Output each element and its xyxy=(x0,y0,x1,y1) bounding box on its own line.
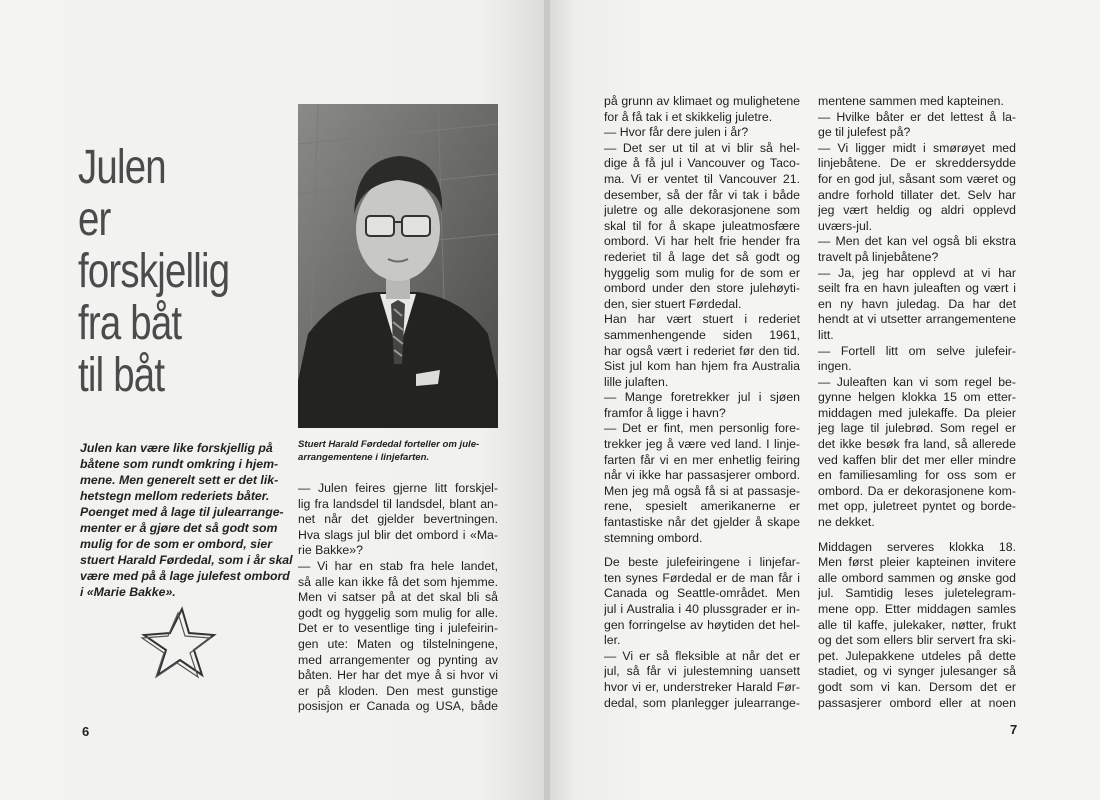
text-line: ler. xyxy=(604,633,621,648)
text-line: rie Bakke»? xyxy=(298,543,363,558)
left-article-column xyxy=(298,481,498,715)
caption-line: Stuert Harald Førdedal forteller om jule- xyxy=(298,439,480,450)
paragraph-gap xyxy=(604,546,800,555)
photo-caption xyxy=(298,438,498,464)
text-line: framfor å ligge i havn? xyxy=(604,405,726,420)
text-line: ombord under den store julehøyti- xyxy=(604,281,800,296)
text-line: når vi ikke har passasjerer ombord. xyxy=(604,468,800,483)
right-article-column-2 xyxy=(818,94,1016,711)
text-line: har også vært i rederiet før den tid. xyxy=(604,343,800,358)
text-line: med arrangementer og pynting av xyxy=(298,652,498,667)
text-line: pet. Julepakkene utdeles på dette xyxy=(818,648,1016,663)
text-line: seilt fra en havn juleaften og vært i xyxy=(818,281,1016,296)
title-line: forskjellig xyxy=(78,245,230,298)
text-line: jeg vært heldig og aldri opplevd xyxy=(818,203,1016,218)
text-line: met opp, juletreet pyntet og borde- xyxy=(818,499,1016,514)
text-line: for en god jul, såsant som været og xyxy=(818,171,1016,186)
text-line: Middagen serveres klokka 18. xyxy=(818,539,1016,554)
text-line: — Hvor får dere julen i år? xyxy=(604,125,749,140)
text-line: — Mange foretrekker jul i sjøen xyxy=(604,390,800,405)
text-line: ingen. xyxy=(818,359,852,374)
text-line: skal til for å skape juleatmosfære xyxy=(604,218,800,233)
text-line: litt. xyxy=(818,327,834,342)
text-line: mene opp. Etter middagen samles xyxy=(818,602,1016,616)
text-line: godt som vi kan. Dersom det er xyxy=(818,679,1016,694)
text-line: jul, så får vi julestemning uansett xyxy=(604,664,800,679)
text-line: passasjerer ombord eller at noen xyxy=(818,695,1016,710)
text-line: ombord. Da er dekorasjonene kom- xyxy=(818,483,1016,498)
text-line: så alle kan ikke få det som hjemme. xyxy=(298,574,498,589)
text-line: for å få tak i et skikkelig juletre. xyxy=(604,109,773,124)
text-line: — Ja, jeg har opplevd at vi har xyxy=(818,265,1016,280)
text-line: jul i Australia i 40 plussgrader er in- xyxy=(604,602,800,616)
text-line: juletre og alle dekorasjonene som xyxy=(604,203,800,218)
text-line: — Vi er så fleksible at når det er xyxy=(604,648,800,663)
text-line: lille julaften. xyxy=(604,374,669,389)
text-line: hendt at vi utsetter arrangementene xyxy=(818,312,1016,327)
text-line: båten. Her har det mye å si hvor vi xyxy=(298,668,498,683)
text-line: en ny havn juledag. Da har det xyxy=(818,296,1016,311)
text-line: travelt på linjebåtene? xyxy=(818,249,939,264)
text-line: — Julen feires gjerne litt forskjel- xyxy=(298,481,498,495)
text-line: stemning ombord. xyxy=(604,530,703,545)
title-line: er xyxy=(78,193,111,246)
article-title xyxy=(78,142,246,402)
text-line: — Hvilke båter er det lettest å la- xyxy=(818,109,1016,124)
text-line: rene, spesielt amerikanerne er xyxy=(604,499,800,514)
text-line: posisjon er Canada og USA, både xyxy=(298,699,498,714)
text-line: ved kaffen blir det mer eller mindre xyxy=(818,452,1016,467)
text-line: ma. Vi er ventet til Vancouver 21. xyxy=(604,171,800,186)
intro-line: i «Marie Bakke». xyxy=(80,585,176,599)
intro-line: mene. Men generelt sett er det lik- xyxy=(80,473,279,487)
text-line: og det som ellers blir servert fra ski- xyxy=(818,633,1016,648)
text-line: ombord. Vi har helt frie hender fra xyxy=(604,234,800,249)
text-line: det ikke besøk fra land, så allerede xyxy=(818,437,1016,452)
text-line: lig fra landsdel til landsdel, blant an- xyxy=(298,496,498,511)
text-line: — Vi ligger midt i smørøyet med xyxy=(818,140,1016,155)
text-line: trekker jeg å være ved land. I linje- xyxy=(604,437,800,452)
text-line: gynne helgen klokka 15 om etter- xyxy=(818,390,1016,405)
text-line: stadiet, og vi synger julesanger så xyxy=(818,664,1016,679)
text-line: rederiet til å lage det så godt og xyxy=(604,249,800,264)
book-gutter xyxy=(544,0,550,800)
text-line: Det er to vesentlige ting i julefeirin- xyxy=(298,621,498,636)
text-line: fantastiske når det gjelder å skape xyxy=(604,515,800,530)
text-line: dedal, som planlegger julearrange- xyxy=(604,695,800,710)
page-number: 7 xyxy=(1010,722,1018,737)
intro-line: Poenget med å lage til julearrange- xyxy=(80,505,284,519)
intro-line: være med på å lage julefest ombord xyxy=(80,569,290,583)
text-line: gen forringelse av høytiden det hel- xyxy=(604,617,800,632)
text-line: Men jeg må også få si at passasje- xyxy=(604,483,800,498)
text-line: Han har vært stuert i rederiet xyxy=(604,312,800,327)
text-line: den, sier stuert Førdedal. xyxy=(604,296,742,311)
text-line: hyggelig som mulig for de som er xyxy=(604,265,800,280)
text-line: ten synes Førdedal er de man får i xyxy=(604,570,800,585)
text-line: alle til kaffe, julekaker, nøtter, frukt xyxy=(818,617,1016,632)
text-line: De beste julefeiringene i linjefar- xyxy=(604,555,800,570)
text-line: hvor vi er, understreker Harald Før- xyxy=(604,679,800,694)
text-line: Canada og Seattle-området. Men xyxy=(604,586,800,601)
text-line: desember, så der får vi tak i både xyxy=(604,187,800,202)
text-line: middagen med julekaffe. Da pleier xyxy=(818,405,1016,420)
text-line: — Fortell litt om selve julefeir- xyxy=(818,343,1016,358)
paragraph-gap xyxy=(818,531,1016,540)
text-line: Men først pleier kapteinen invitere xyxy=(818,555,1016,570)
text-line: linjebåtene. De er skreddersydde xyxy=(818,156,1016,171)
text-line: — Det er fint, men personlig fore- xyxy=(604,421,800,436)
text-line: gen ute: Maten og tilstelningene, xyxy=(298,636,498,651)
text-line: er på kloden. Den mest gunstige xyxy=(298,683,498,698)
text-line: sammenhengende siden 1961, xyxy=(604,327,800,342)
text-line: godt og hyggelig som mulig for alle. xyxy=(298,605,498,620)
text-line: en familiesamling for oss som er xyxy=(818,468,1016,483)
text-line: — Men det kan vel også bli ekstra xyxy=(818,234,1016,249)
text-line: mentene sammen med kapteinen. xyxy=(818,94,1004,108)
intro-line: Julen kan være like forskjellig på xyxy=(80,441,273,455)
intro-line: hetstegn mellom rederiets båter. xyxy=(80,489,270,503)
text-line: Hva slags jul blir det ombord i «Ma- xyxy=(298,527,498,542)
text-line: uværs-jul. xyxy=(818,218,872,233)
text-line: på grunn av klimaet og mulighetene xyxy=(604,94,800,108)
text-line: — Juleaften kan vi som regel be- xyxy=(818,374,1016,389)
text-line: ne dekket. xyxy=(818,515,875,530)
text-line: alle ombord sammen og ønske god xyxy=(818,570,1016,585)
page-number: 6 xyxy=(82,724,90,739)
title-line: til båt xyxy=(78,349,165,402)
text-line: — Vi har en stab fra hele landet, xyxy=(298,558,498,573)
text-line: Sist jul kom han hjem fra Australia xyxy=(604,359,800,374)
text-line: ge til julefest på? xyxy=(818,125,911,140)
caption-line: arrangementene i linjefarten. xyxy=(298,452,430,463)
portrait-illustration xyxy=(298,104,498,428)
star-icon xyxy=(140,605,218,680)
text-line: — Det ser ut til at vi blir så hel- xyxy=(604,140,800,155)
text-line: Men vi satser på at det skal bli så xyxy=(298,590,498,605)
intro-line: båtene som rundt omkring i hjem- xyxy=(80,457,279,471)
intro-line: menter er å gjøre det så godt som xyxy=(80,521,278,535)
intro-line: mulig for de som er ombord, sier xyxy=(80,537,273,551)
text-line: dige å få jul i Vancouver og Taco- xyxy=(604,156,800,171)
text-line: farten får vi en mer enhetlig feiring xyxy=(604,452,800,467)
article-intro xyxy=(80,440,293,600)
title-line: fra båt xyxy=(78,297,182,350)
text-line: jul. Samtidig leses juletelegram- xyxy=(818,586,1016,601)
title-line: Julen xyxy=(78,141,166,194)
right-article-column-1 xyxy=(604,94,800,711)
text-line: net når det gjelder bevertningen. xyxy=(298,512,498,527)
intro-line: stuert Harald Førdedal, som i år skal xyxy=(80,553,293,567)
text-line: jeg lage til julebrød. Som regel er xyxy=(818,421,1016,436)
text-line: andre forhold tillater det. Selv har xyxy=(818,187,1016,202)
portrait-photo xyxy=(298,104,498,428)
